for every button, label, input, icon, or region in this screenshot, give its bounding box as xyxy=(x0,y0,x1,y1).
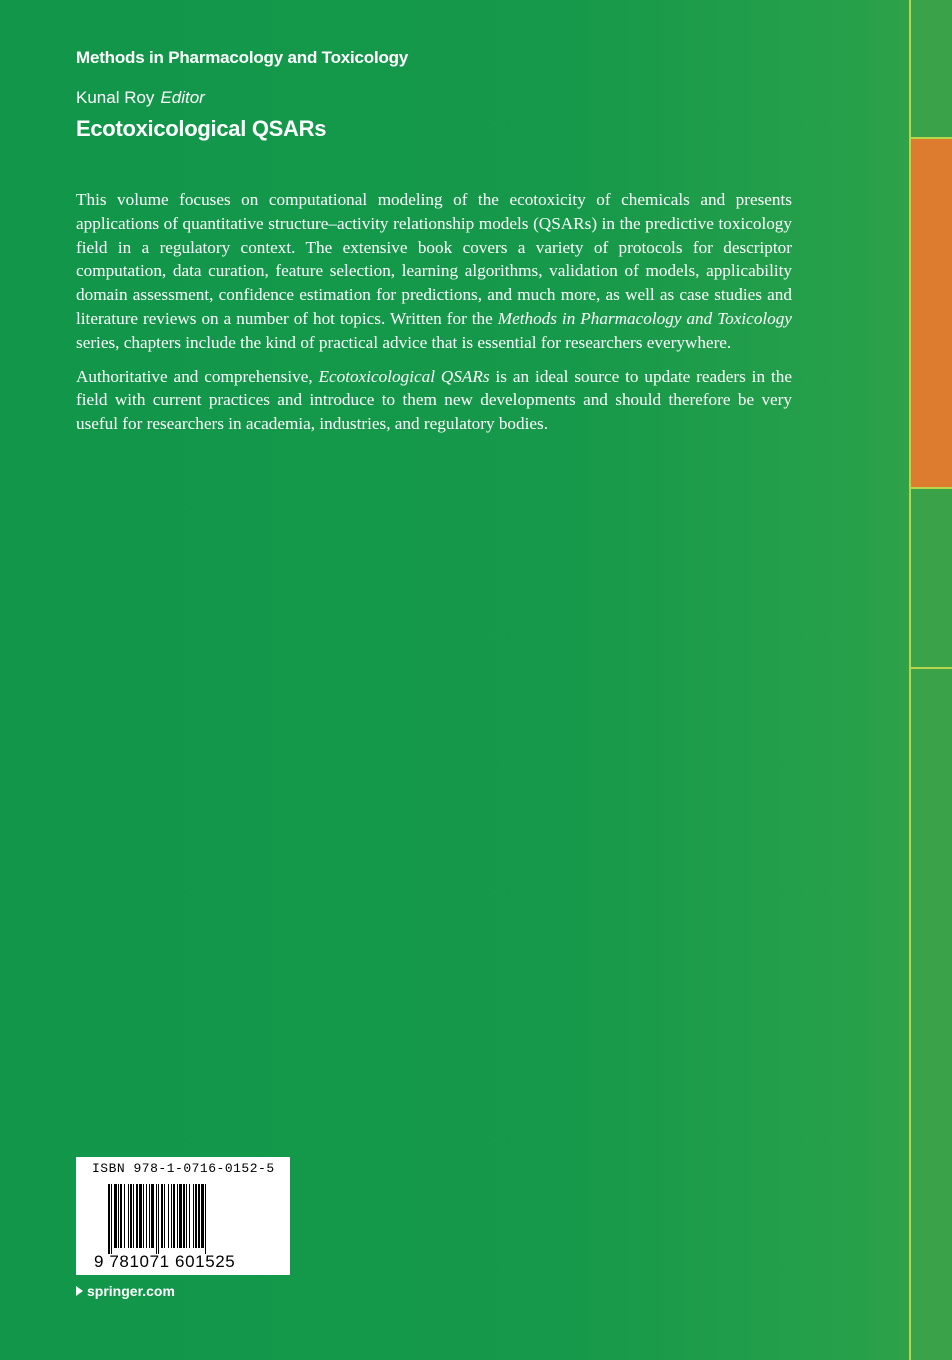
barcode-bar xyxy=(143,1184,144,1248)
barcode-bar xyxy=(193,1184,194,1248)
website-link[interactable] xyxy=(76,1283,175,1299)
arrow-icon xyxy=(76,1286,83,1296)
barcode-bar xyxy=(198,1184,200,1248)
barcode-bar xyxy=(128,1184,129,1248)
barcode-bar xyxy=(186,1184,187,1248)
barcode-bar xyxy=(156,1184,157,1254)
barcode-bar xyxy=(130,1184,132,1248)
blurb-text: is an ideal source to update readers in the field with current practices and introduce to them new developments and should therefore be very useful for researchers in academia, industries, and regulatory bodies. xyxy=(76,366,792,434)
barcode-bar xyxy=(133,1184,134,1248)
spine-strip xyxy=(909,0,952,1360)
book-title: Ecotoxicological QSARs xyxy=(76,116,327,141)
website-text: springer.com xyxy=(87,1283,175,1299)
spine-divider xyxy=(911,667,952,669)
barcode-bar xyxy=(183,1184,185,1248)
barcode-bar xyxy=(173,1184,175,1248)
barcode-bar xyxy=(177,1184,178,1248)
blurb-text: series, chapters include the kind of practical advice that is essential for researchers everywhere. xyxy=(76,332,732,352)
blurb-text: This volume focuses on computational modeling of the ecotoxicity of chemicals and presents applications of quantitative structure–activity relationship models (QSARs) in the predictive toxicology field in a regulatory context. The extensive book covers a variety of protocols for descriptor computation, data curation, feature selection, learning algorithms, validation of models, applicability domain assessment, confidence estimation for predictions, and much more, as well as case studies and literature reviews on a number of hot topics. Written for the xyxy=(76,190,792,328)
editor-role: Editor xyxy=(160,88,205,107)
barcode-bar xyxy=(120,1184,122,1248)
ean-digits: 9 781071 601525 xyxy=(94,1252,236,1271)
blurb-text: Authoritative and comprehensive, xyxy=(76,366,319,386)
barcode-bar xyxy=(114,1184,117,1248)
barcode-bar xyxy=(158,1184,159,1254)
barcode-bar xyxy=(161,1184,163,1248)
barcode-bar xyxy=(111,1184,112,1254)
blurb-paragraph-2 xyxy=(76,365,792,436)
editor-line xyxy=(76,88,205,108)
barcode-bar xyxy=(201,1184,204,1248)
barcode-bar xyxy=(136,1184,138,1248)
barcode-bar xyxy=(171,1184,172,1248)
barcode-bar xyxy=(139,1184,142,1248)
barcode-bar xyxy=(195,1184,197,1248)
spine-orange-band xyxy=(911,137,952,489)
blurb-series-italic: Methods in Pharmacology and Toxicology xyxy=(497,308,792,328)
isbn-label: ISBN 978-1-0716-0152-5 xyxy=(92,1161,275,1176)
barcode-bar xyxy=(205,1184,206,1254)
barcode-bar xyxy=(124,1184,125,1248)
barcode-bar xyxy=(164,1184,165,1248)
barcode-bar xyxy=(151,1184,154,1248)
barcode-bar xyxy=(168,1184,169,1248)
blurb-title-italic: Ecotoxicological QSARs xyxy=(318,366,490,386)
barcode-bar xyxy=(146,1184,147,1248)
barcode-bar xyxy=(149,1184,150,1248)
barcode-bar xyxy=(108,1184,110,1254)
blurb-paragraph-1 xyxy=(76,188,792,355)
series-title: Methods in Pharmacology and Toxicology xyxy=(76,48,409,67)
barcode-bar xyxy=(118,1184,119,1248)
barcode-box xyxy=(76,1157,290,1275)
blurb xyxy=(76,188,792,446)
barcode-bar xyxy=(179,1184,182,1248)
barcode-bar xyxy=(189,1184,190,1248)
editor-name: Kunal Roy xyxy=(76,88,155,107)
